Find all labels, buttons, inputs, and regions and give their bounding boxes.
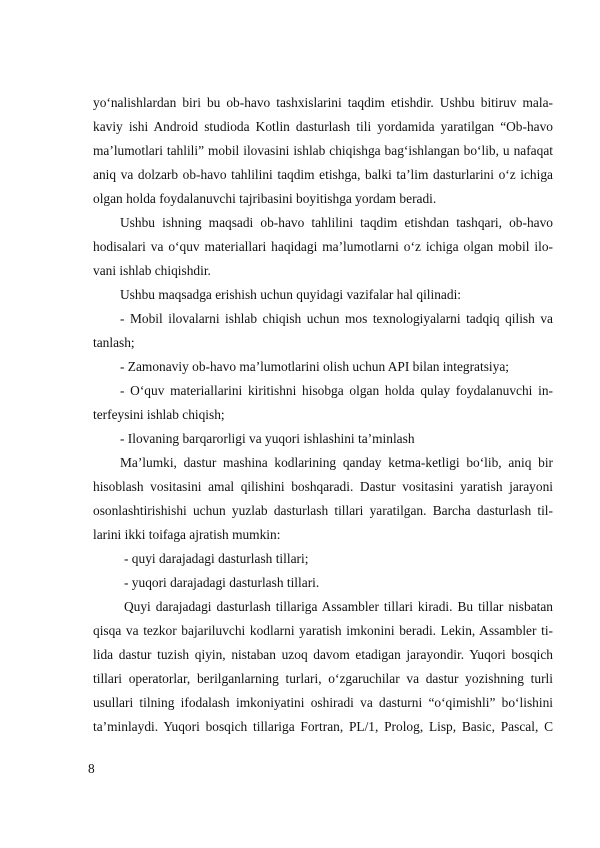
text-line: hodisalari va o‘quv materiallari haqidagi ma’lumotlarni o‘z ichiga olgan mobil ilo- (93, 239, 553, 254)
text-line: Ushbu ishning maqsadi ob-havo tahlilini taqdim etishdan tashqari, ob-havo (120, 215, 553, 230)
list-item: - yuqori darajadagi dasturlash tillari. (124, 575, 320, 590)
text-line: terfeysini ishlab chiqish; (93, 407, 225, 422)
list-item: - quyi darajadagi dasturlash tillari; (124, 551, 309, 566)
page-number: 8 (88, 761, 95, 776)
text-line: ta’minlaydi. Yuqori bosqich tillariga Fortran, PL/1, Prolog, Lisp, Basic, Pascal, C (93, 719, 553, 734)
text-line: Ma’lumki, dastur mashina kodlarining qanday ketma-ketligi bo‘lib, aniq bir (120, 455, 553, 470)
list-item: - Ilovaning barqarorligi va yuqori ishlashini ta’minlash (120, 431, 415, 446)
text-line: osonlashtirishishi uchun yuzlab dasturlash tillari yaratilgan. Barcha dasturlash til- (93, 503, 553, 518)
list-item: - Zamonaviy ob-havo ma’lumotlarini olish uchun API bilan integratsiya; (120, 359, 509, 374)
list-item: - Mobil ilovalarni ishlab chiqish uchun mos texnologiyalarni tadqiq qilish va (120, 311, 553, 326)
text-line: larini ikki toifaga ajratish mumkin: (93, 527, 281, 542)
text-line: hisoblash vositasini amal qilishini boshqaradi. Dastur vositasini yaratish jarayoni (93, 479, 553, 494)
text-line: tillari operatorlar, berilganlarning turlari, o‘zgaruchilar va dastur yozishning turli (93, 671, 553, 686)
text-line: lida dastur tuzish qiyin, nistaban uzoq davom etadigan jarayondir. Yuqori bosqich (93, 647, 553, 662)
text-line: usullari tilning ifodalash imkoniyatini oshiradi va dasturni “o‘qimishli” bo‘lishini (93, 695, 553, 710)
text-line: Ushbu maqsadga erishish uchun quyidagi vazifalar hal qilinadi: (120, 287, 462, 302)
text-line: aniq va dolzarb ob-havo tahlilini taqdim etishga, balki ta’lim dasturlarini o‘z ichiga (93, 167, 553, 182)
text-line: Quyi darajadagi dasturlash tillariga Assambler tillari kiradi. Bu tillar nisbatan (124, 599, 553, 614)
list-item: - O‘quv materiallarini kiritishni hisobga olgan holda qulay foydalanuvchi in- (120, 383, 553, 398)
text-line: tanlash; (93, 335, 135, 350)
text-line: yo‘nalishlardan biri bu ob-havo tashxislarini taqdim etishdir. Ushbu bitiruv mala- (93, 95, 553, 110)
text-line: vani ishlab chiqishdir. (93, 263, 211, 278)
text-line: qisqa va tezkor bajariluvchi kodlarni yaratish imkonini beradi. Lekin, Assambler ti- (93, 623, 553, 638)
text-line: ma’lumotlari tahlili” mobil ilovasini ishlab chiqishga bag‘ishlangan bo‘lib, u nafaqat (93, 143, 553, 158)
text-line: olgan holda foydalanuvchi tajribasini boyitishga yordam beradi. (93, 191, 437, 206)
text-line: kaviy ishi Android studioda Kotlin dasturlash tili yordamida yaratilgan “Ob-havo (93, 119, 553, 134)
